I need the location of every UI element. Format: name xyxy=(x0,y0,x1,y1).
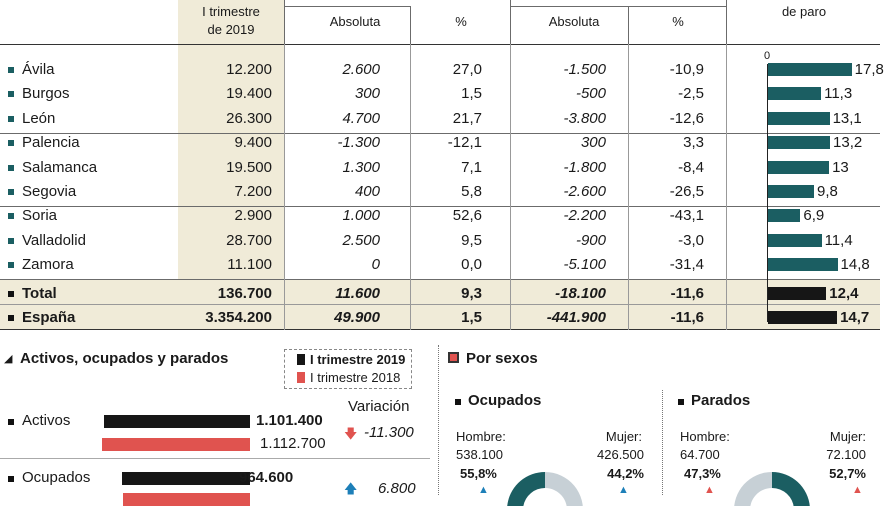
row-abs2-value: -500 xyxy=(575,85,606,103)
rate-bar xyxy=(768,258,838,271)
row-marker xyxy=(8,165,14,171)
row-abs2-value: -900 xyxy=(575,231,606,249)
row-province-name: Total xyxy=(22,284,57,302)
up-arrow-icon: 🡅 xyxy=(344,481,358,496)
rate-bar xyxy=(768,136,830,149)
activos-marker xyxy=(8,419,14,425)
row-pct1-value: 1,5 xyxy=(461,85,482,103)
rate-bar xyxy=(768,185,814,198)
body-divider-a xyxy=(284,44,285,330)
comparison-bar xyxy=(104,415,250,428)
group-rule-4 xyxy=(0,304,880,305)
row-marker xyxy=(8,213,14,219)
parados-section-marker xyxy=(678,399,684,405)
rate-bar-label: 11,4 xyxy=(824,231,853,249)
rate-bar-label: 12,4 xyxy=(829,284,859,302)
rate-bar xyxy=(768,63,852,76)
ocupados-2019-value: 964.600 xyxy=(239,469,294,486)
variacion-label: Variación xyxy=(348,398,410,415)
rate-bar xyxy=(768,209,800,222)
ocupados-label: Ocupados xyxy=(22,469,91,486)
header-pct2: % xyxy=(672,14,684,29)
row-marker xyxy=(8,189,14,195)
row-abs1-value: 0 xyxy=(371,256,380,274)
row-total-value: 28.700 xyxy=(226,231,272,249)
header-bottom-rule xyxy=(0,44,880,45)
header-pct1: % xyxy=(455,14,467,29)
row-total-value: 7.200 xyxy=(234,183,272,200)
row-total-value: 136.700 xyxy=(217,284,272,302)
body-divider-d xyxy=(628,44,629,330)
ocup-hombre-icon: ▲ xyxy=(478,484,489,496)
rate-bar-label: 13 xyxy=(832,158,849,176)
header-col-total-line2: de 2019 xyxy=(207,22,255,37)
row-province-name: Burgos xyxy=(22,85,70,103)
header-top-rule-2 xyxy=(510,6,726,7)
rate-bar xyxy=(768,112,830,125)
bottom-dotted-divider xyxy=(438,345,439,495)
activos-2018-value: 1.112.700 xyxy=(260,435,326,452)
row-province-name: León xyxy=(22,109,56,127)
row-abs2-value: 300 xyxy=(580,134,606,152)
activos-label: Activos xyxy=(22,412,71,429)
row-total-value: 11.100 xyxy=(227,256,272,274)
row-total-value: 12.200 xyxy=(226,61,272,78)
row-marker xyxy=(8,91,14,97)
row-pct2-value: -8,4 xyxy=(678,158,704,176)
row-abs1-value: -1.300 xyxy=(337,134,380,152)
rate-bar-label: 14,8 xyxy=(840,256,870,274)
row-pct1-value: 7,1 xyxy=(461,158,482,176)
donut-slice xyxy=(734,472,778,506)
row-abs1-value: 11.600 xyxy=(335,284,380,302)
par-mujer-value: 72.100 xyxy=(826,447,866,462)
row-province-name: Valladolid xyxy=(22,231,86,249)
por-sexos-title: Por sexos xyxy=(466,350,538,367)
par-hombre-value: 64.700 xyxy=(680,447,720,462)
body-divider-e xyxy=(726,44,727,330)
sexos-dotted-divider xyxy=(662,390,663,495)
row-pct2-value: -43,1 xyxy=(669,207,704,225)
row-abs2-value: -3.800 xyxy=(563,109,606,127)
ocupados-section-title: Ocupados xyxy=(468,392,542,409)
row-province-name: Ávila xyxy=(22,61,55,78)
comparison-bar xyxy=(122,472,250,485)
row-pct1-value: 9,5 xyxy=(461,231,482,249)
row-abs1-value: 49.900 xyxy=(334,309,380,326)
rate-bar-label: 17,8 xyxy=(854,61,884,78)
row-total-value: 19.400 xyxy=(226,85,272,103)
ocup-mujer-label: Mujer: xyxy=(605,429,642,444)
ocup-hombre-pct: 55,8% xyxy=(460,466,497,481)
header-top-rule-1 xyxy=(284,6,410,7)
row-pct2-value: -26,5 xyxy=(669,183,704,200)
row-pct1-value: 52,6 xyxy=(452,207,482,225)
down-arrow-icon: 🡇 xyxy=(344,426,358,441)
row-marker xyxy=(8,140,14,146)
row-province-name: Segovia xyxy=(22,183,77,200)
row-province-name: Zamora xyxy=(22,256,74,274)
row-pct1-value: 27,0 xyxy=(452,61,482,78)
row-pct2-value: -12,6 xyxy=(669,109,704,127)
row-abs2-value: -2.200 xyxy=(563,207,606,225)
row-pct2-value: -2,5 xyxy=(678,85,704,103)
rate-bar-label: 13,1 xyxy=(832,109,862,127)
rate-bar-label: 9,8 xyxy=(817,183,838,200)
legend-2018-label: I trimestre 2018 xyxy=(310,370,401,385)
row-abs1-value: 2.600 xyxy=(342,61,380,78)
ocup-hombre-value: 538.100 xyxy=(456,447,503,462)
row-pct2-value: -11,6 xyxy=(670,309,704,326)
donut-slice xyxy=(507,472,545,506)
rate-bar xyxy=(768,87,821,100)
ocupados-section-marker xyxy=(455,399,461,405)
row-province-name: España xyxy=(22,309,76,326)
row-abs1-value: 400 xyxy=(354,183,380,200)
row-marker xyxy=(8,238,14,244)
ocupados-donut xyxy=(505,470,585,495)
rate-bar xyxy=(768,311,837,324)
row-abs1-value: 1.000 xyxy=(342,207,380,225)
rate-axis-zero: 0 xyxy=(764,50,771,62)
header-divider-e xyxy=(726,0,727,44)
row-total-value: 9.400 xyxy=(234,134,272,152)
comparison-bar xyxy=(123,493,250,506)
par-mujer-pct: 52,7% xyxy=(829,466,866,481)
row-abs2-value: -18.100 xyxy=(555,284,606,302)
rate-bar-label: 13,2 xyxy=(833,134,863,152)
parados-donut xyxy=(732,470,812,495)
par-hombre-icon: ▲ xyxy=(704,484,715,496)
row-pct2-value: -31,4 xyxy=(669,256,704,274)
row-pct2-value: -3,0 xyxy=(678,231,704,249)
par-mujer-icon: ▲ xyxy=(852,484,863,496)
activos-variation: -11.300 xyxy=(364,424,414,441)
table-bottom-rule xyxy=(0,329,880,330)
header-rate: de paro xyxy=(781,4,827,19)
row-abs2-value: -1.500 xyxy=(563,61,606,78)
header-divider-c xyxy=(510,0,511,44)
row-abs1-value: 300 xyxy=(354,85,380,103)
row-total-value: 2.900 xyxy=(234,207,272,225)
row-abs2-value: -1.800 xyxy=(563,158,606,176)
row-pct1-value: 1,5 xyxy=(461,309,482,326)
rate-bar xyxy=(768,234,822,247)
row-pct1-value: -12,1 xyxy=(447,134,482,152)
legend-2019-label: I trimestre 2019 xyxy=(310,352,406,367)
ocupados-variation: 6.800 xyxy=(378,480,416,497)
comparison-bar xyxy=(102,438,250,451)
header-col-total-line1: I trimestre xyxy=(202,4,260,19)
row-abs1-value: 4.700 xyxy=(342,109,380,127)
row-pct1-value: 5,8 xyxy=(461,183,482,200)
ocup-hombre-label: Hombre: xyxy=(456,429,506,444)
header-abs2: Absoluta xyxy=(548,14,600,29)
section-triangle-icon: ◢ xyxy=(4,353,13,365)
row-pct1-value: 0,0 xyxy=(461,256,482,274)
row-pct2-value: -11,6 xyxy=(670,284,704,302)
header-divider-a xyxy=(284,0,285,44)
row-pct1-value: 21,7 xyxy=(452,109,482,127)
row-pct1-value: 9,3 xyxy=(461,284,482,302)
donut-slice xyxy=(772,472,810,506)
rate-bar-label: 6,9 xyxy=(803,207,825,225)
body-divider-c xyxy=(510,44,511,330)
ocupados-marker xyxy=(8,476,14,482)
rate-bar-label: 11,3 xyxy=(824,85,853,103)
row-total-value: 19.500 xyxy=(226,158,272,176)
activos-section-title: Activos, ocupados y parados xyxy=(20,350,229,367)
par-hombre-label: Hombre: xyxy=(680,429,730,444)
header-abs1: Absoluta xyxy=(329,14,381,29)
row-province-name: Palencia xyxy=(22,134,80,152)
ocup-mujer-icon: ▲ xyxy=(618,484,629,496)
rate-bar xyxy=(768,161,829,174)
row-total-value: 26.300 xyxy=(226,109,272,127)
row-pct2-value: -10,9 xyxy=(669,61,704,78)
body-divider-b xyxy=(410,44,411,330)
row-abs2-value: -2.600 xyxy=(563,183,606,200)
row-marker xyxy=(8,116,14,122)
row-total-value: 3.354.200 xyxy=(205,309,272,326)
row-province-name: Salamanca xyxy=(22,158,98,176)
rate-bar-label: 14,7 xyxy=(840,309,870,326)
header-divider-b xyxy=(410,6,411,44)
row-abs2-value: -441.900 xyxy=(546,309,606,326)
row-marker xyxy=(8,291,14,297)
parados-section-title: Parados xyxy=(691,392,751,409)
legend-2018-swatch xyxy=(297,372,305,383)
row-abs2-value: -5.100 xyxy=(563,256,606,274)
row-abs1-value: 2.500 xyxy=(342,231,380,249)
activos-2019-value: 1.101.400 xyxy=(256,412,323,429)
header-divider-d xyxy=(628,6,629,44)
row-abs1-value: 1.300 xyxy=(342,158,380,176)
row-marker xyxy=(8,262,14,268)
activos-separator xyxy=(0,458,430,459)
group-rule-3 xyxy=(0,279,880,280)
row-province-name: Soria xyxy=(22,207,58,225)
rate-bar xyxy=(768,287,826,300)
legend-2019-swatch xyxy=(297,354,305,365)
par-mujer-label: Mujer: xyxy=(829,429,866,444)
row-marker xyxy=(8,315,14,321)
par-hombre-pct: 47,3% xyxy=(684,466,721,481)
por-sexos-marker xyxy=(448,352,459,363)
ocup-mujer-pct: 44,2% xyxy=(607,466,644,481)
ocup-mujer-value: 426.500 xyxy=(597,447,644,462)
row-marker xyxy=(8,67,14,73)
row-pct2-value: 3,3 xyxy=(683,134,704,152)
